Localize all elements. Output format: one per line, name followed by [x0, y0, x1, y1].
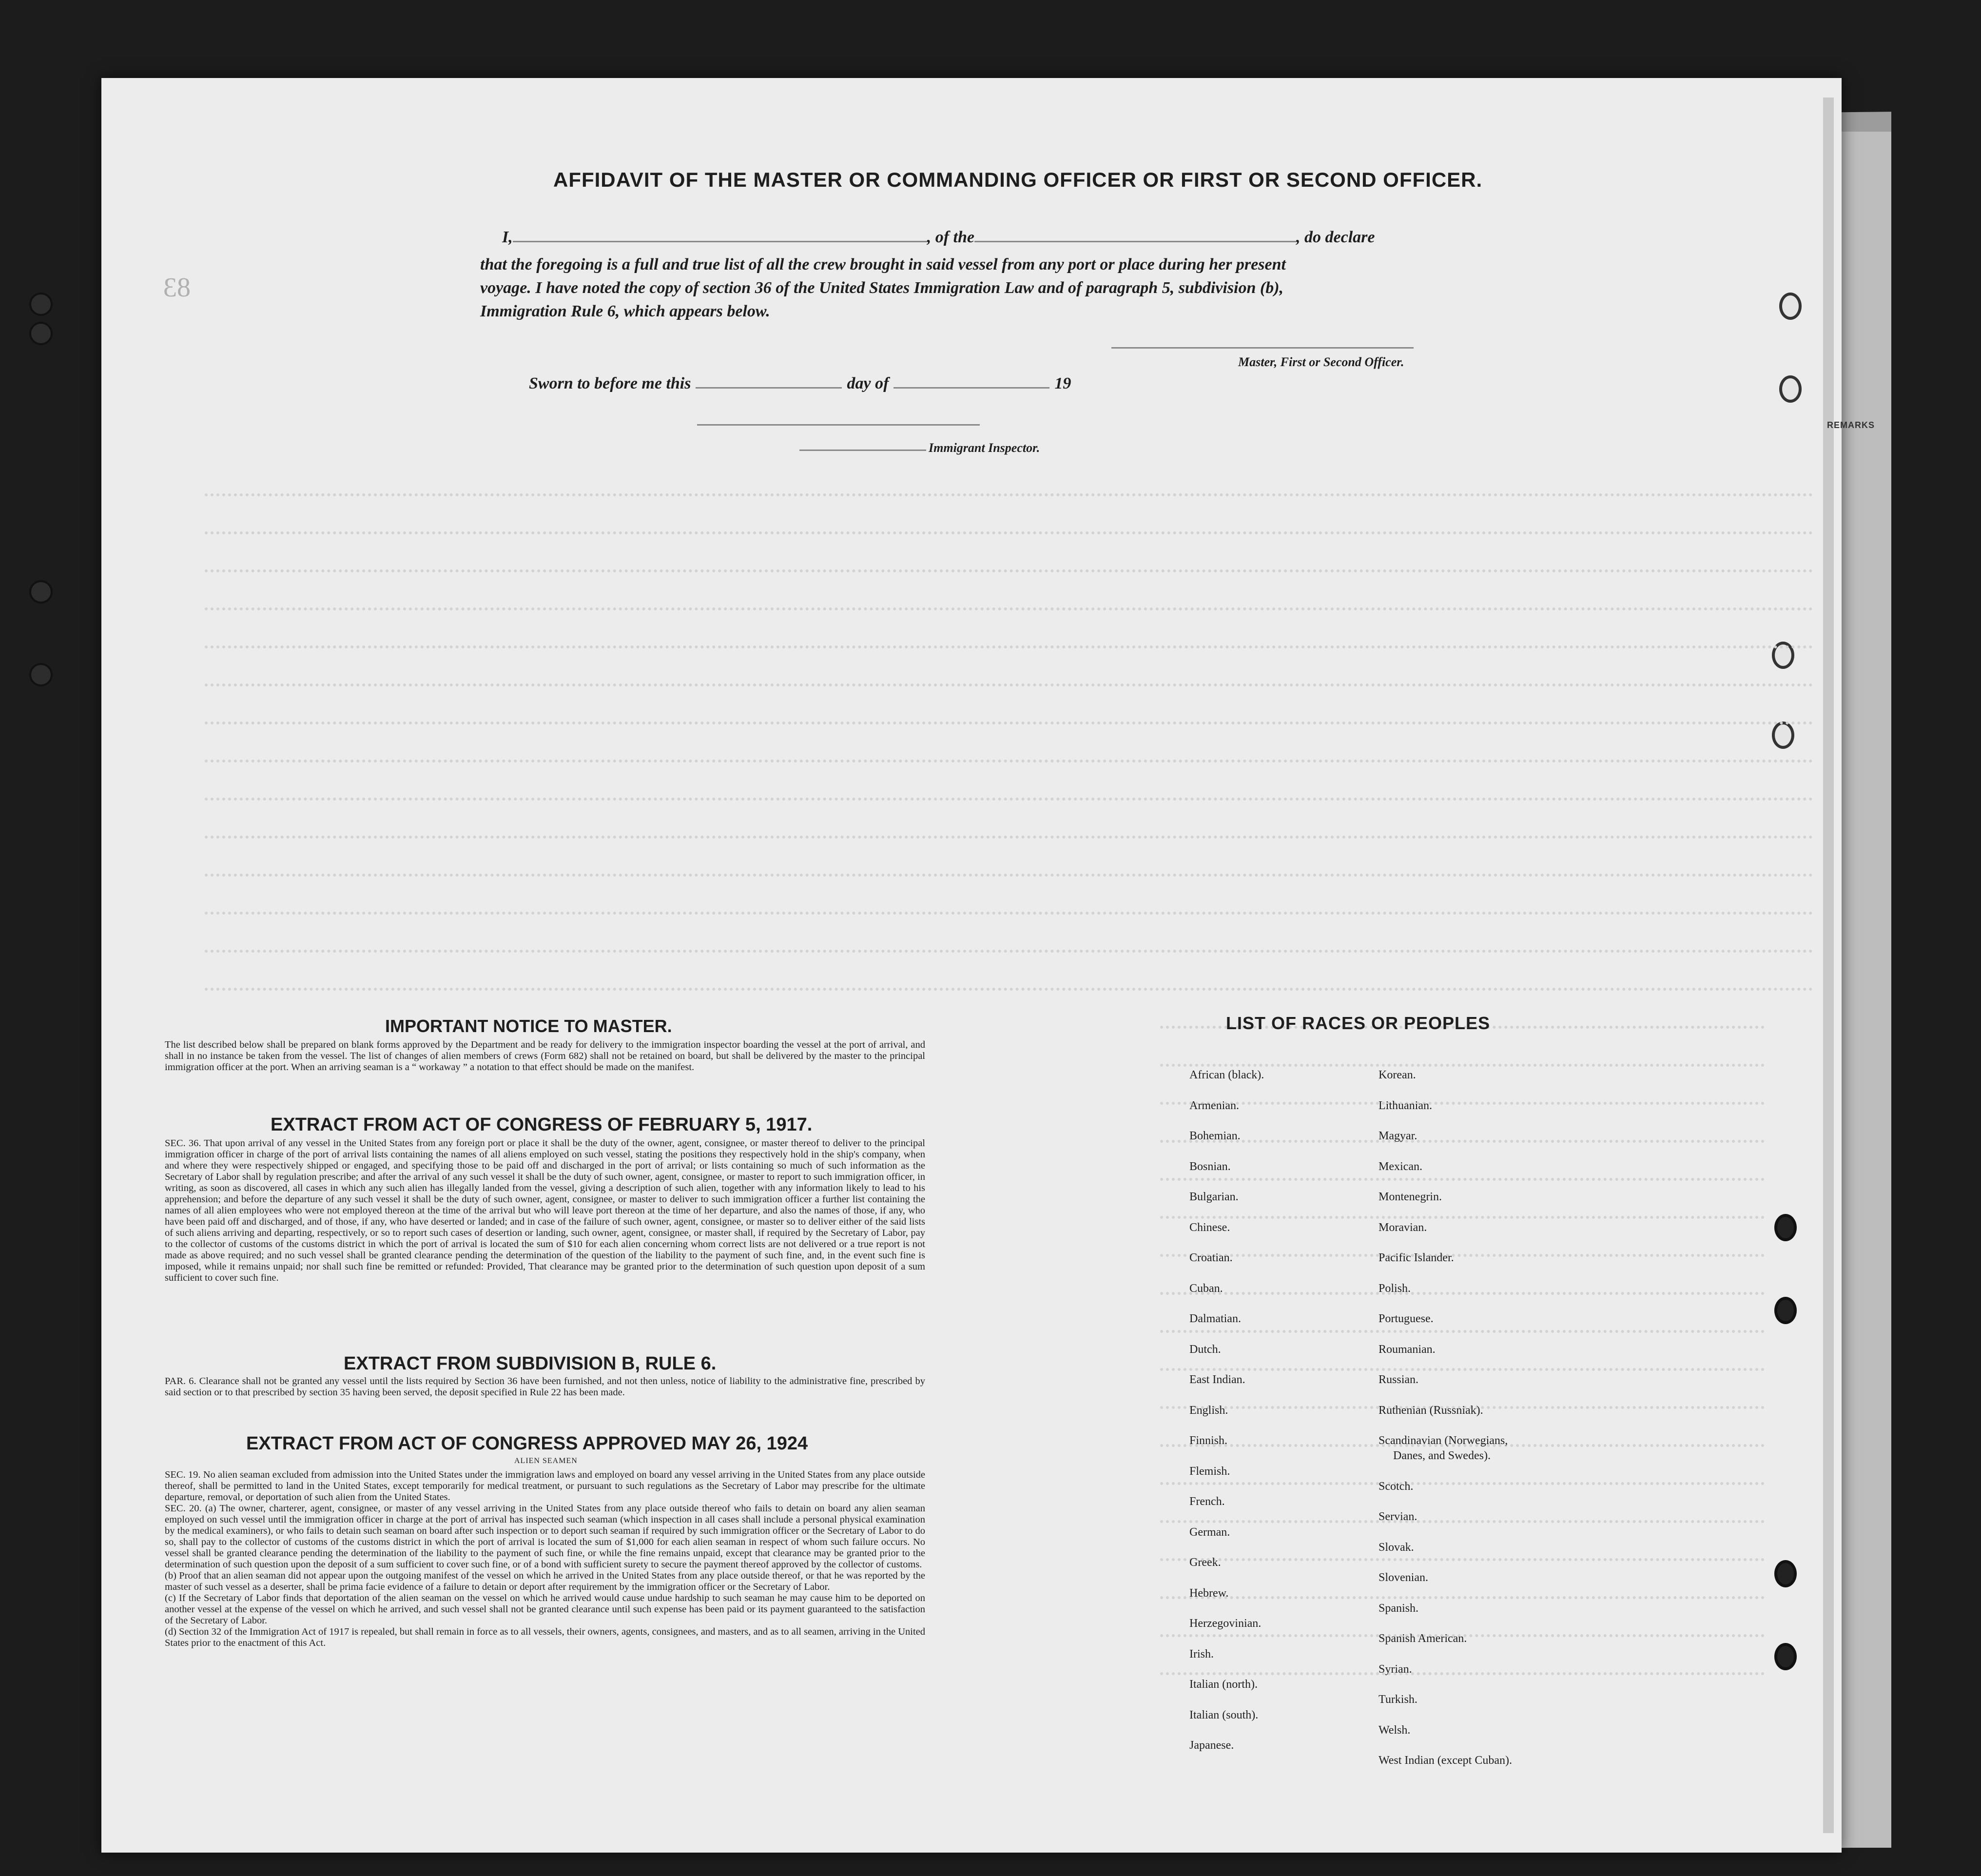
- binder-hole-mark: [29, 580, 53, 604]
- race-item: Italian (south).: [1189, 1708, 1259, 1721]
- rule6-body: PAR. 6. Clearance shall not be granted any vessel until the lists required by Section 36 have been furnished, and not then unless, notice of liability to the administrative fine, prescribed by said section or to that prescribed by section 35 having been served, the deposit specified in Rule 22 has been made.: [165, 1376, 925, 1398]
- race-item: Irish.: [1189, 1647, 1214, 1661]
- sworn-line: [529, 374, 1071, 393]
- bleed-through-row: [1160, 1286, 1765, 1295]
- extract-1924-title: EXTRACT FROM ACT OF CONGRESS APPROVED MAY 26, 1924: [246, 1433, 808, 1454]
- race-item: Russian.: [1379, 1373, 1419, 1386]
- bleed-through-row: [1160, 1058, 1765, 1067]
- race-item: English.: [1189, 1404, 1228, 1417]
- race-item: Armenian.: [1189, 1099, 1239, 1112]
- race-item: Moravian.: [1379, 1221, 1427, 1234]
- race-item: Portuguese.: [1379, 1312, 1434, 1325]
- race-item: Montenegrin.: [1379, 1191, 1442, 1203]
- punch-hole: [1774, 1297, 1797, 1324]
- race-item: Scandinavian (Norwegians,: [1379, 1434, 1508, 1447]
- race-item: Dutch.: [1189, 1343, 1221, 1356]
- bleed-through-row: [1160, 1590, 1765, 1599]
- bleed-through-row: [1160, 1096, 1765, 1105]
- race-item: Cuban.: [1189, 1282, 1223, 1295]
- race-item: French.: [1189, 1495, 1225, 1508]
- punch-hole: [1779, 293, 1802, 320]
- bleed-through-row: [205, 830, 1813, 839]
- race-item: Scotch.: [1379, 1480, 1414, 1493]
- extract-1917-title: EXTRACT FROM ACT OF CONGRESS OF FEBRUARY 5, 1917.: [271, 1114, 813, 1135]
- race-item: German.: [1189, 1525, 1230, 1539]
- sec-20c: (c) If the Secretary of Labor finds that deportation of the alien seaman on the vessel on which he arrived would cause undue hardship to such seaman he may cause him to be deported on another vessel at the expense of the vessel on which he arrived, and such vessel shall not be granted clearance until such expense has been paid or its payment guaranteed to the satisfaction of the Secretary of Labor.: [165, 1593, 925, 1626]
- race-item: Croatian.: [1189, 1251, 1233, 1264]
- race-item: Chinese.: [1189, 1221, 1230, 1234]
- race-item: Mexican.: [1379, 1160, 1422, 1173]
- bleed-through-row: [1160, 1324, 1765, 1333]
- race-item: Japanese.: [1189, 1739, 1234, 1752]
- races-title: LIST OF RACES OR PEOPLES: [1226, 1013, 1491, 1033]
- bleed-through-row: [1160, 1666, 1765, 1675]
- bleed-through-row: [205, 564, 1813, 572]
- bleed-through-row: [1160, 1552, 1765, 1561]
- race-item: African (black).: [1189, 1069, 1264, 1081]
- extract-1917-body: SEC. 36. That upon arrival of any vessel in the United States from any foreign port or place it shall be the duty of the owner, agent, consignee, or master thereof to deliver to the principal immigration officer in charge of the port of arrival lists containing the names of all aliens employed on such vessel, stating the positions they respectively hold in the ship's company, when and where they were respectively shipped or engaged, and specifying those to be paid off and discharged in the port of arrival; or lists containing so much of such information as the Secretary of Labor shall by regulation prescribe; and after the arrival of any such vessel it shall be the duty of such owner, agent, consignee, or master to report to such immigration officer, in writing, as soon as discovered, all cases in which any such alien has illegally landed from the vessel, giving a description of such alien, together with any information likely to lead to his apprehension; and before the departure of any such vessel it shall be the duty of such owner, agent, consignee, or master to deliver to such immigration officer a further list containing the names of all alien employees who were not employed thereon at the time of the arrival but who will leave port thereon at the time of her departure, and also the names of those, if any, who have been paid off and discharged, and of those, if any, who have deserted or landed; and in case of the failure of such owner, agent, consignee, or master so to deliver either of the said lists of such aliens arriving and departing, respectively, or so to report such cases of desertion or landing, such owner, agent, consignee, or master shall, if required by the Secretary of Labor, pay to the collector of customs of the customs district in which the port of arrival is located the sum of $10 for each alien concerning whom correct lists are not delivered or a true report is not made as above required; and no such vessel shall be granted clearance pending the determination of the question of the liability to the payment of such fine, and, in the event such fine is imposed, while it remains unpaid; nor shall such fine be remitted or refunded: Provided, That clearance may be granted prior to the determination of such question upon deposit of a sum sufficient to cover such fine.: [165, 1138, 925, 1283]
- race-item: Hebrew.: [1189, 1586, 1229, 1600]
- bleed-through-row: [205, 792, 1813, 801]
- race-item: Greek.: [1189, 1556, 1221, 1569]
- notice-title: IMPORTANT NOTICE TO MASTER.: [385, 1016, 672, 1036]
- race-item: Roumanian.: [1379, 1343, 1436, 1356]
- race-item: Flemish.: [1189, 1465, 1230, 1478]
- punch-hole: [1774, 1214, 1797, 1241]
- bleed-through-row: [1160, 1248, 1765, 1257]
- punch-hole: [1779, 375, 1802, 403]
- race-item: Italian (north).: [1189, 1678, 1258, 1691]
- race-item: Turkish.: [1379, 1693, 1418, 1706]
- bleed-through-row: [205, 526, 1813, 534]
- race-item: Korean.: [1379, 1069, 1416, 1081]
- race-item: Bohemian.: [1189, 1130, 1241, 1142]
- binder-hole-mark: [29, 663, 53, 686]
- race-item: Bosnian.: [1189, 1160, 1231, 1173]
- inspector-line: [799, 449, 926, 451]
- race-item: Spanish.: [1379, 1602, 1419, 1615]
- binder-hole-mark: [29, 293, 53, 316]
- day-blank: [696, 387, 842, 389]
- sec-20a: SEC. 20. (a) The owner, charterer, agent, consignee, or master of any vessel arriving in the United States from any place outside thereof who fails to detain on board any alien seaman employed on such vessel until the immigration officer in charge at the port of arrival has inspected such seaman (which inspection in all cases shall include a personal physical examination by the medical examiners), or who fails to detain such seaman on board after such inspection or to deport such seaman if required by such immigration officer or the Secretary of Labor to do so, shall pay to the collector of customs of the customs district in which the port of arrival is located the sum of $1,000 for each alien seaman in respect of whom such failure occurs. No vessel shall be granted clearance pending the determination of the liability to the payment of such fine, or while the fine remains unpaid, except that clearance may be granted prior to the determination of such question upon the deposit of a sum sufficient to cover such fine, or of a bond with sufficient surety to secure the payment thereof approved by the collector of customs.: [165, 1503, 925, 1570]
- bleed-through-row: [1160, 1134, 1765, 1143]
- affidavit-declare: , do declare: [1296, 228, 1375, 246]
- signature-caption: Master, First or Second Officer.: [1238, 355, 1404, 369]
- punch-hole: [1774, 1560, 1797, 1587]
- race-item: West Indian (except Cuban).: [1379, 1754, 1512, 1767]
- inspector-caption: Immigrant Inspector.: [929, 441, 1040, 455]
- signature-line: [1111, 347, 1414, 349]
- bleed-through-row: [1160, 1514, 1765, 1523]
- bleed-through-row: [205, 488, 1813, 496]
- affidavit-i: I,: [502, 228, 513, 246]
- sec-19: SEC. 19. No alien seaman excluded from admission into the United States under the immigration laws and employed on board any vessel arriving in the United States from any place outside thereof, shall be permitted to land in the United States, except temporarily for medical treatment, or pursuant to such regulations as the Secretary of Labor may prescribe for the ultimate departure, removal, or deportation of such alien from the United States.: [165, 1469, 925, 1503]
- bleed-through-row: [1160, 1210, 1765, 1219]
- sec-20d: (d) Section 32 of the Immigration Act of 1917 is repealed, but shall remain in force as to all vessels, their owners, agents, consignees, and masters, and as to all seamen, arriving in the United States prior to the enactment of this Act.: [165, 1626, 925, 1648]
- race-item: Bulgarian.: [1189, 1191, 1239, 1203]
- race-item: Syrian.: [1379, 1662, 1412, 1676]
- page-edge: [1823, 98, 1834, 1833]
- bleed-through-row: [205, 678, 1813, 686]
- race-item: Slovenian.: [1379, 1571, 1428, 1584]
- sworn-year: 19: [1054, 374, 1071, 392]
- bleed-through-row: [205, 944, 1813, 953]
- race-item: Spanish American.: [1379, 1632, 1467, 1645]
- vessel-blank: [974, 241, 1296, 242]
- race-item: Dalmatian.: [1189, 1312, 1241, 1325]
- punch-hole: [1774, 1643, 1797, 1670]
- bleed-through-row: [205, 982, 1813, 991]
- race-item: Pacific Islander.: [1379, 1251, 1454, 1264]
- bleed-through-heading: [341, 176, 349, 208]
- bleed-through-row: [1160, 1476, 1765, 1485]
- bleed-through-row: [205, 640, 1813, 648]
- month-blank: [893, 387, 1049, 389]
- affidavit-line-3: voyage. I have noted the copy of section 36 of the United States Immigration Law and of paragraph 5, subdivision (b),: [480, 279, 1284, 297]
- name-blank: [513, 241, 927, 242]
- bleed-through-row: [205, 868, 1813, 877]
- affidavit-line-4: Immigration Rule 6, which appears below.: [480, 302, 770, 320]
- sworn-prefix: Sworn to before me this: [529, 374, 691, 392]
- race-item: Danes, and Swedes).: [1393, 1449, 1491, 1463]
- notice-body: The list described below shall be prepared on blank forms approved by the Department and be ready for delivery to the immigration inspector boarding the vessel at the port of arrival, and shall in no instance be taken from the vessel. The list of changes of alien members of crews (Form 682) shall not be retained on board, but shall be delivered by the master to the principal immigration officer at the port. When an arriving seaman is a “ workaway ” a notation to that effect should be made on the manifest.: [165, 1039, 925, 1073]
- remarks-label: REMARKS: [1827, 420, 1875, 430]
- bleed-through-row: [205, 716, 1813, 724]
- punch-hole: [1772, 722, 1794, 749]
- race-item: Servian.: [1379, 1510, 1418, 1524]
- bleed-through-row: [1160, 1172, 1765, 1181]
- page-number: 83: [163, 273, 191, 303]
- bleed-through-row: [1160, 1362, 1765, 1371]
- race-item: Welsh.: [1379, 1723, 1411, 1737]
- bleed-through-row: [205, 906, 1813, 915]
- extract-1924-subtitle: ALIEN SEAMEN: [514, 1457, 578, 1465]
- race-item: Lithuanian.: [1379, 1099, 1432, 1112]
- bleed-through-row: [205, 754, 1813, 762]
- back-page-edge: [1833, 132, 1891, 1848]
- race-item: Herzegovinian.: [1189, 1617, 1262, 1630]
- affidavit-line-2: that the foregoing is a full and true list of all the crew brought in said vessel from any port or place during her present: [480, 255, 1286, 274]
- race-item: Ruthenian (Russniak).: [1379, 1404, 1483, 1417]
- affidavit-of-the: , of the: [927, 228, 975, 246]
- extract-1924-body: [165, 1469, 925, 1649]
- sworn-day-of: day of: [847, 374, 889, 392]
- affidavit-title: AFFIDAVIT OF THE MASTER OR COMMANDING OFFICER OR FIRST OR SECOND OFFICER.: [553, 168, 1483, 191]
- sec-20b: (b) Proof that an alien seaman did not appear upon the outgoing manifest of the vessel on which he arrived in the United States from any place outside thereof, or that he was reported by the master of such vessel as a deserter, shall be prima facie evidence of a failure to detain or deport after requirement by the immigration officer or the Secretary of Labor.: [165, 1570, 925, 1592]
- inspector-line-top: [697, 424, 980, 426]
- race-item: East Indian.: [1189, 1373, 1245, 1386]
- race-item: Polish.: [1379, 1282, 1411, 1295]
- bleed-through-row: [205, 602, 1813, 610]
- rule6-title: EXTRACT FROM SUBDIVISION B, RULE 6.: [344, 1353, 717, 1374]
- binder-hole-mark: [29, 322, 53, 345]
- race-item: Magyar.: [1379, 1130, 1418, 1142]
- race-item: Slovak.: [1379, 1541, 1414, 1554]
- affidavit-line-1: [502, 228, 1375, 247]
- race-item: Finnish.: [1189, 1434, 1228, 1447]
